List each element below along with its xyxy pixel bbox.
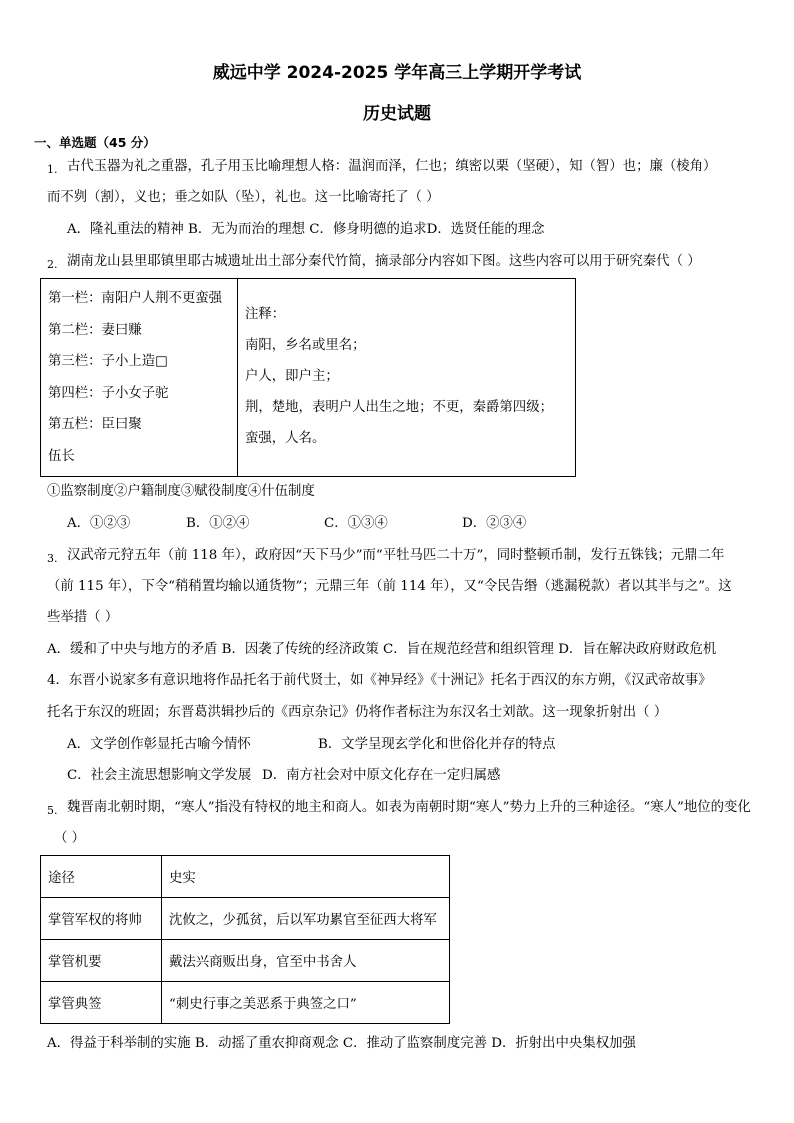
answer-options: A．隆礼重法的精神 B．无为而治的理想 C．修身明德的追求D．选贤任能的理念: [67, 222, 545, 237]
option-a: A．①②③: [67, 516, 131, 531]
option-b: B．文学呈现玄学化和世俗化并存的特点: [318, 737, 556, 752]
slip-line: 第一栏：南阳户人荆不更蛮强: [48, 291, 223, 306]
question-text: 4．东晋小说家多有意识地将作品托名于前代贤士，如《神异经》《十洲记》托名于西汉的东方朔，《汉武帝故事》: [47, 673, 712, 688]
slip-line: 伍长: [48, 448, 75, 464]
question-text: 托名于东汉的班固；东晋葛洪辑抄后的《西京杂记》仍将作者标注为东汉名士刘歆。这一现象折射出（ ）: [47, 705, 668, 720]
bamboo-slip-table: [40, 278, 576, 477]
question-text: （ ）: [54, 831, 86, 846]
annotation-line: 注释：: [245, 307, 286, 322]
table-cell: 掌管典签: [41, 982, 162, 1024]
table-cell: 掌管机要: [41, 940, 162, 982]
history-table: [40, 855, 450, 1024]
section-heading: 一、单选题（45 分）: [34, 135, 156, 150]
option-b: B．①②④: [186, 516, 250, 531]
slip-line: 第五栏：臣曰聚: [48, 417, 142, 432]
question-number: 5.: [47, 804, 58, 817]
numbered-items: ①监察制度②户籍制度③赋役制度④什伍制度: [47, 484, 315, 499]
question-text: 古代玉器为礼之重器，孔子用玉比喻理想人格：温润而泽，仁也；缜密以栗（坚硬），知（智）也；廉（棱角）: [67, 159, 717, 174]
annotation-line: 荆，楚地，表明户人出生之地；不更，秦爵第四级；: [245, 400, 553, 415]
table-cell: “刺史行事之美恶系于典签之口”: [162, 982, 450, 1024]
annotation-cell: [238, 279, 576, 477]
question-number: 2.: [47, 258, 58, 271]
table-row: [41, 898, 450, 940]
question-text: 些举措（ ）: [47, 610, 119, 625]
annotation-line: 蛮强，人名。: [245, 431, 326, 446]
table-cell: 戴法兴商贩出身，官至中书舍人: [162, 940, 450, 982]
table-header: 途径: [41, 856, 162, 898]
question-text: （前 115 年），下令“稍稍置均输以通货物”；元鼎三年（前 114 年），又“令民告缗（逃漏税款）者以其半与之”。这: [47, 579, 732, 594]
answer-options: A．得益于科举制的实施 B．动摇了重农抑商观念 C．推动了监察制度完善 D．折射出中央集权加强: [47, 1036, 636, 1051]
question-text: 汉武帝元狩五年（前 118 年），政府因“天下马少”而“平牡马匹二十万”，同时整顿币制，发行五铢钱；元鼎二年: [67, 548, 725, 563]
table-cell: 沈攸之，少孤贫，后以军功累官至征西大将军: [162, 898, 450, 940]
question-text: 湖南龙山县里耶镇里耶古城遗址出土部分秦代竹简，摘录部分内容如下图。这些内容可以用于研究秦代（ ）: [67, 254, 701, 269]
option-c: C．①③④: [324, 516, 388, 531]
option-a: A．文学创作彰显托古喻今情怀: [67, 737, 251, 752]
annotation-line: 南阳，乡名或里名；: [245, 338, 366, 353]
slip-content-cell: [41, 279, 238, 477]
table-cell: 掌管军权的将帅: [41, 898, 162, 940]
table-row: [41, 982, 450, 1024]
table-header: 史实: [162, 856, 450, 898]
question-number: 3.: [47, 552, 58, 565]
annotation-line: 户人，即户主；: [245, 369, 339, 384]
table-row: [41, 940, 450, 982]
exam-title: 威远中学 2024-2025 学年高三上学期开学考试: [212, 63, 582, 83]
slip-line: 第三栏：子小上造□: [48, 354, 168, 369]
option-d: D．②③④: [462, 516, 527, 531]
question-text: 而不刿（割），义也；垂之如队（坠），礼也。这一比喻寄托了（ ）: [47, 190, 440, 205]
exam-subtitle: 历史试题: [363, 104, 431, 124]
slip-line: 第二栏：妻曰赚: [48, 322, 142, 338]
answer-options: A．缓和了中央与地方的矛盾 B．因袭了传统的经济政策 C．旨在规范经营和组织管理 D．旨在解决政府财政危机: [47, 642, 717, 657]
option-d: D．南方社会对中原文化存在一定归属感: [262, 768, 501, 783]
slip-line: 第四栏：子小女子驼: [48, 385, 169, 401]
question-number: 1.: [47, 163, 58, 176]
question-text: 魏晋南北朝时期，“寒人”指没有特权的地主和商人。如表为南朝时期“寒人”势力上升的三种途径。“寒人”地位的变化: [67, 800, 751, 815]
option-c: C．社会主流思想影响文学发展: [67, 768, 252, 783]
